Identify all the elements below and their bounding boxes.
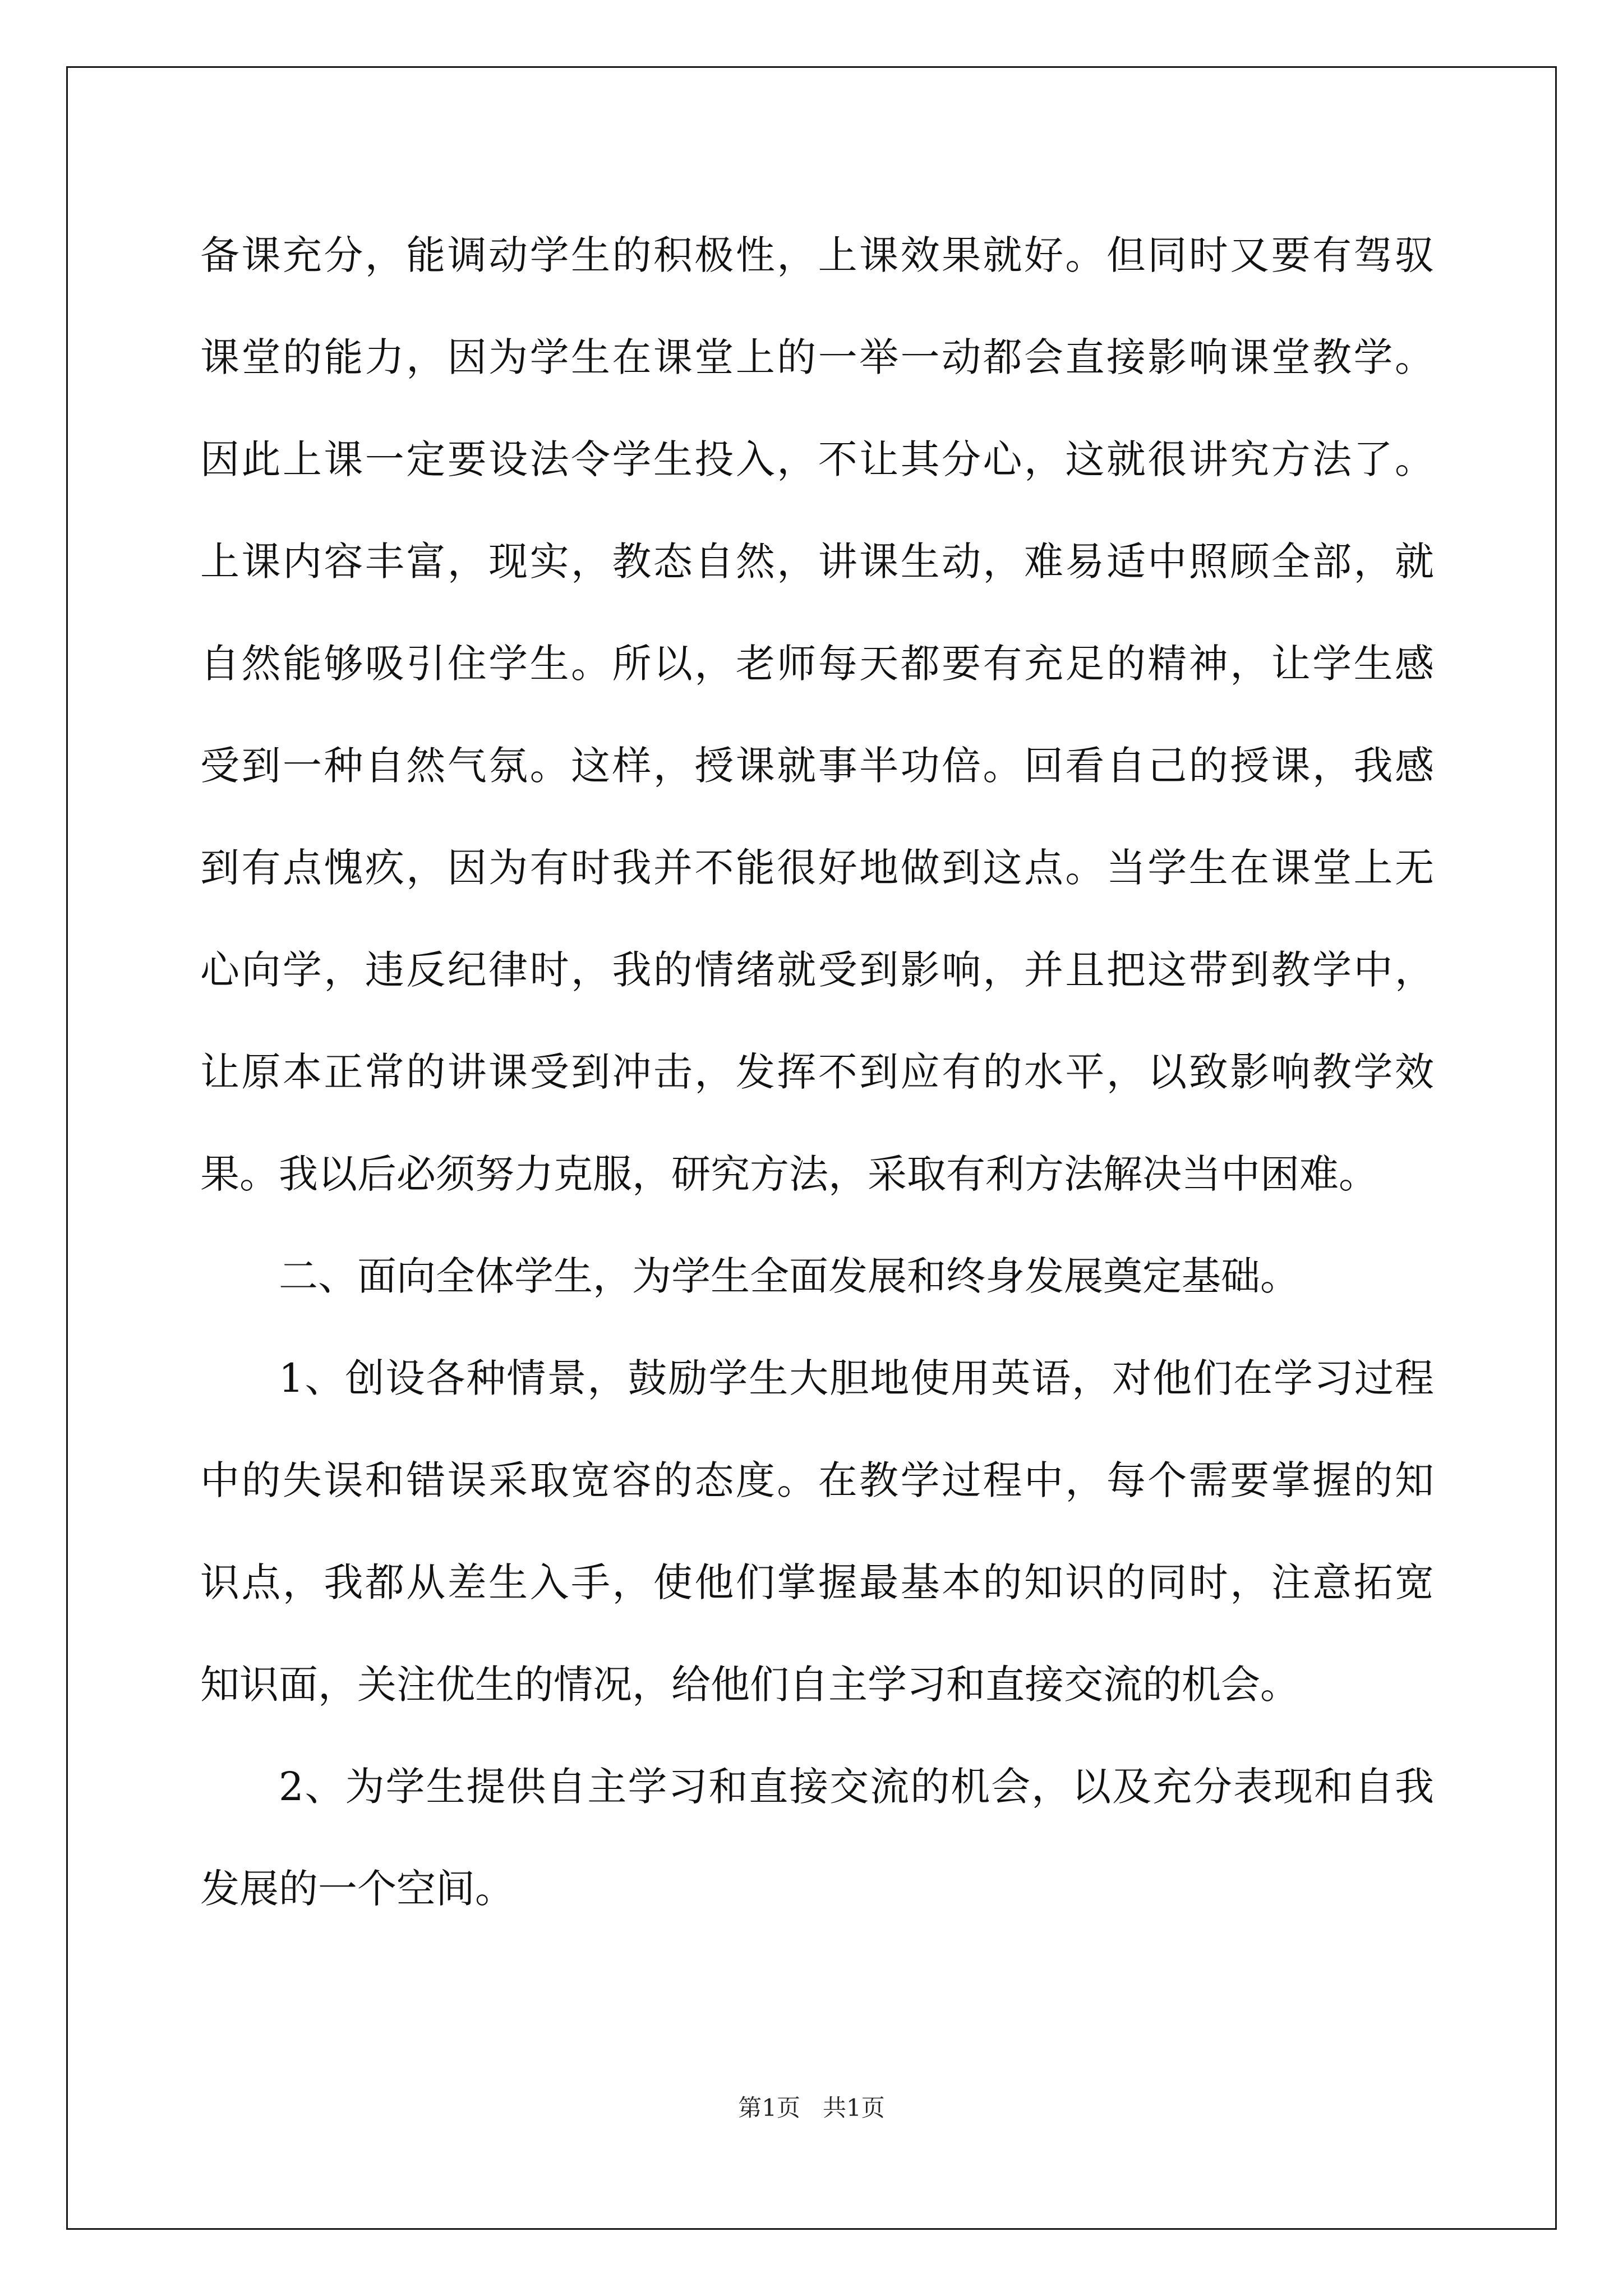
text-line: 让原本正常的讲课受到冲击，发挥不到应有的水平，以致影响教学效 [200, 1049, 1434, 1095]
page-footer [0, 2091, 1623, 2125]
page-number: 第1页 共1页 [738, 2094, 885, 2122]
text-line: 中的失误和错误采取宽容的态度。在教学过程中，每个需要掌握的知 [200, 1457, 1434, 1503]
text-line: 因此上课一定要设法令学生投入，不让其分心，这就很讲究方法了。 [200, 436, 1434, 482]
document-body [200, 210, 1434, 1946]
text-line: 1、创设各种情景，鼓励学生大胆地使用英语，对他们在学习过程 [279, 1355, 1434, 1401]
text-line: 受到一种自然气氛。这样，授课就事半功倍。回看自己的授课，我感 [200, 743, 1434, 789]
text-line: 上课内容丰富，现实，教态自然，讲课生动，难易适中照顾全部，就 [200, 539, 1434, 585]
text-line: 2、为学生提供自主学习和直接交流的机会，以及充分表现和自我 [279, 1764, 1434, 1810]
text-line: 课堂的能力，因为学生在课堂上的一举一动都会直接影响课堂教学。 [200, 334, 1434, 380]
text-line: 到有点愧疚，因为有时我并不能很好地做到这点。当学生在课堂上无 [200, 845, 1434, 891]
text-line: 识点，我都从差生入手，使他们掌握最基本的知识的同时，注意拓宽 [200, 1559, 1434, 1605]
text-line: 知识面，关注优生的情况，给他们自主学习和直接交流的机会。 [200, 1662, 1299, 1708]
text-line: 果。我以后必须努力克服，研究方法，采取有利方法解决当中困难。 [200, 1151, 1378, 1197]
text-line: 发展的一个空间。 [200, 1866, 514, 1912]
text-line: 心向学，违反纪律时，我的情绪就受到影响，并且把这带到教学中， [200, 947, 1434, 993]
text-line: 自然能够吸引住学生。所以，老师每天都要有充足的精神，让学生感 [200, 641, 1434, 687]
section-heading: 二、面向全体学生，为学生全面发展和终身发展奠定基础。 [279, 1253, 1299, 1299]
text-line: 备课充分，能调动学生的积极性，上课效果就好。但同时又要有驾驭 [200, 232, 1434, 278]
